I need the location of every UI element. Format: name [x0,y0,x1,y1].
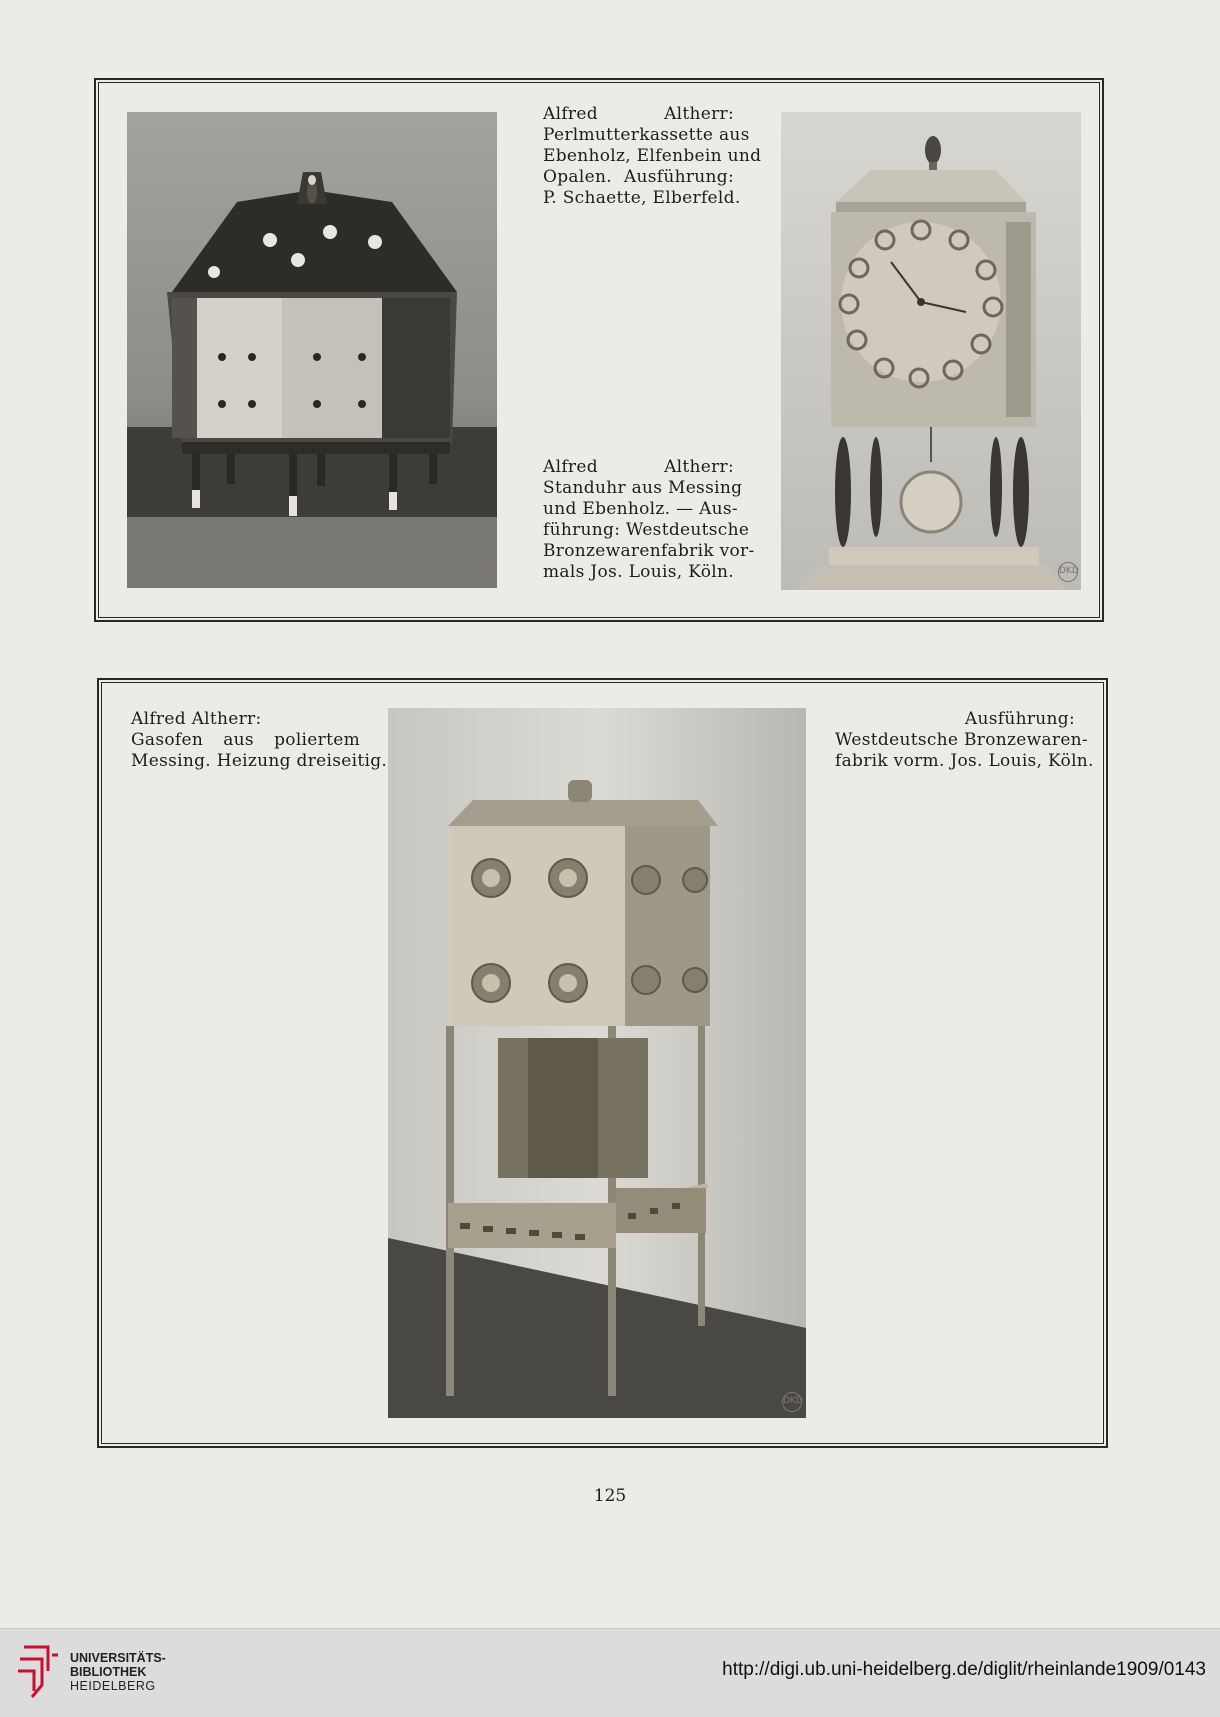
photo-watermark-gas-stove: DKD [782,1392,802,1412]
photo-watermark-clock: DKD [1058,562,1078,582]
casket-photo [127,112,497,588]
clock-photo [781,112,1081,590]
casket-caption [543,104,762,209]
caption-line: Standuhr aus Messing [543,478,743,498]
photo-watermark-casket: DKD [474,561,494,581]
caption-line: Bronzewarenfabrik vor- [543,541,755,561]
caption-line: Ausführung: [964,709,1075,729]
caption-line: führung: Westdeutsche [543,520,750,540]
digitization-footer [0,1628,1220,1717]
caption-line: Alfred Altherr: [543,104,734,124]
gas-stove-photo [388,708,806,1418]
caption-line: Alfred Altherr: [543,457,734,477]
caption-line: Gasofen aus poliertem [131,730,360,750]
page-number: 125 [593,1486,627,1506]
caption-line: P. Schaette, Elberfeld. [543,188,741,208]
gas-stove-maker-caption [835,709,1094,772]
logo-line: HEIDELBERG [70,1679,156,1693]
caption-line: und Ebenholz. — Aus- [543,499,738,519]
permalink-url[interactable]: http://digi.ub.uni-heidelberg.de/diglit/rheinlande1909/0143 [722,1659,1206,1680]
logo-line: BIBLIOTHEK [70,1665,147,1679]
caption-line: fabrik vorm. Jos. Louis, Köln. [835,751,1094,771]
caption-line: Opalen. Ausführung: [543,167,734,187]
clock-caption [543,457,755,583]
gas-stove-caption [131,709,388,772]
library-logo-icon [14,1641,64,1703]
caption-line: Perlmutterkassette aus [543,125,750,145]
caption-line: Ebenholz, Elfenbein und [543,146,762,166]
caption-line: Westdeutsche Bronzewaren- [835,730,1088,750]
library-logo-text [70,1651,166,1693]
logo-line: UNIVERSITÄTS- [70,1651,166,1665]
caption-line: Messing. Heizung dreiseitig. [131,751,388,771]
caption-line: Alfred Altherr: [131,709,262,729]
caption-line: mals Jos. Louis, Köln. [543,562,734,582]
